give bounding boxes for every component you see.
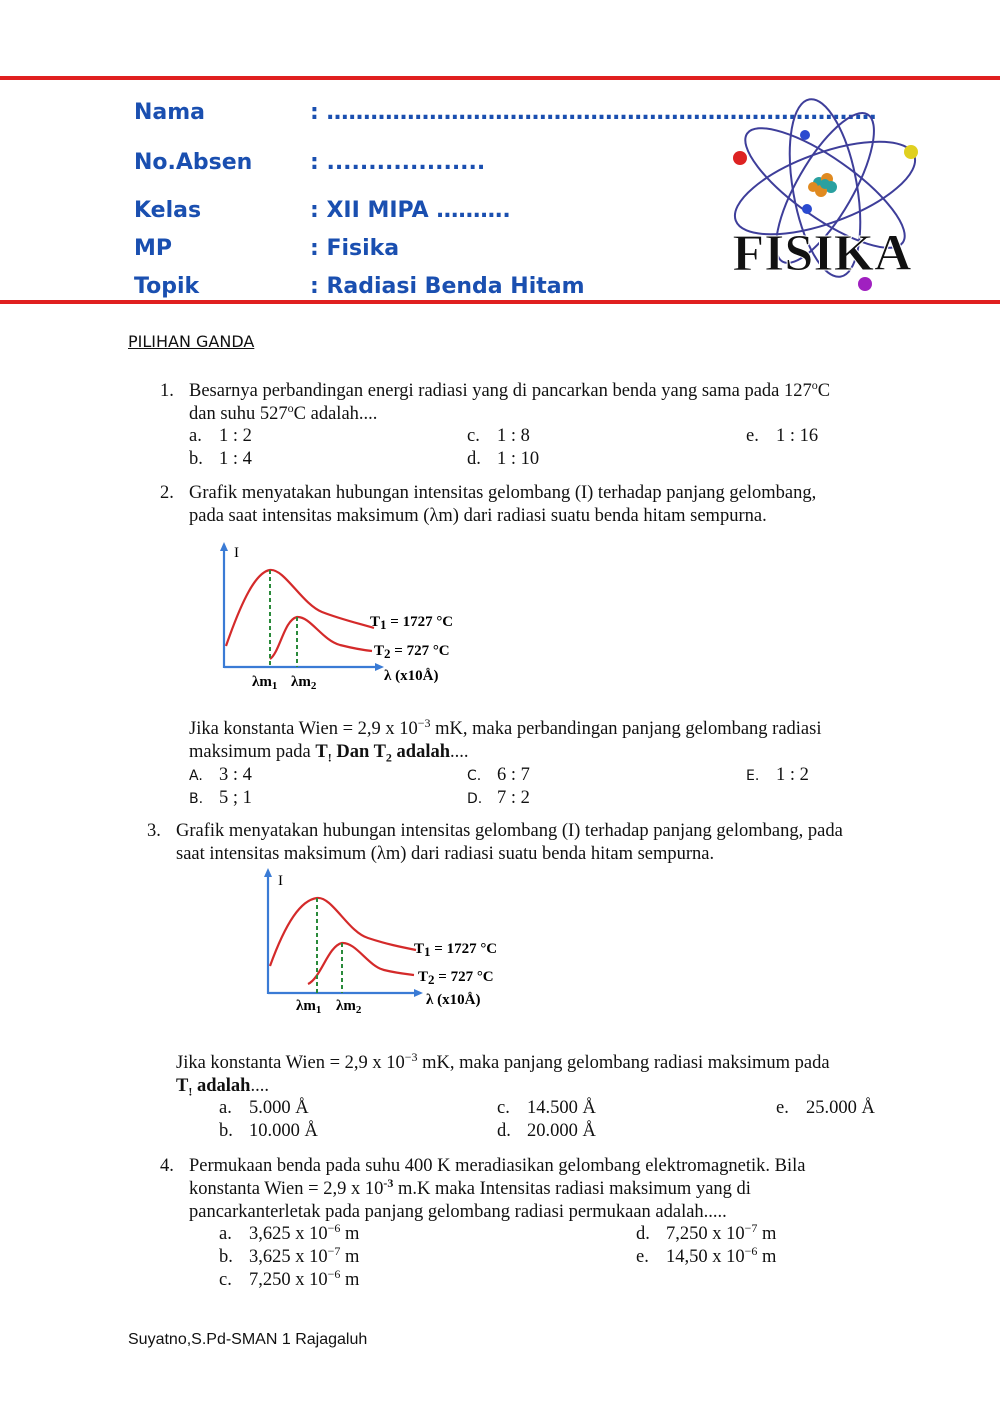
field-value: : Fisika xyxy=(310,236,400,261)
q2-option-c[interactable]: C. 6 : 7 xyxy=(467,765,530,785)
q4-option-a[interactable]: a. 3,625 x $10^{-6}$ m xyxy=(219,1220,360,1244)
field-label: Topik xyxy=(134,274,200,299)
field-value: : Radiasi Benda Hitam xyxy=(310,274,585,299)
q2-option-e[interactable]: E. 1 : 2 xyxy=(746,765,809,785)
curve-t1 xyxy=(226,570,374,646)
page-footer: Suyatno,S.Pd-SMAN 1 Rajagaluh xyxy=(128,1331,368,1348)
question-number: 1. xyxy=(160,381,174,401)
curve-t2 xyxy=(308,943,414,984)
q4-option-e[interactable]: e. 14,50 x $10^{-6}$ m xyxy=(636,1243,777,1267)
question-text: pada saat intensitas maksimum (λm) dari radiasi suatu benda hitam sempurna. xyxy=(189,506,767,526)
field-value: : ………………………………………………………………… xyxy=(310,100,877,125)
q3-option-e[interactable]: e. 25.000 Å xyxy=(776,1098,875,1118)
section-title: PILIHAN GANDA xyxy=(128,332,255,351)
q3-option-a[interactable]: a. 5.000 Å xyxy=(219,1098,309,1118)
t2-label: T2 = 727 °C xyxy=(418,969,494,987)
t2-label: T2 = 727 °C xyxy=(374,643,450,661)
question-text: saat intensitas maksimum (λm) dari radiasi suatu benda hitam sempurna. xyxy=(176,844,715,864)
question-text: maksimum pada xyxy=(189,742,316,762)
curve-t1 xyxy=(270,898,416,966)
q1-option-a[interactable]: a. 1 : 2 xyxy=(189,426,252,446)
y-axis-arrow xyxy=(264,868,272,877)
q1-option-e[interactable]: e. 1 : 16 xyxy=(746,426,819,446)
exponent: −3 xyxy=(417,715,431,730)
question-number: 4. xyxy=(160,1156,174,1176)
question-text: Jika konstanta Wien = 2,9 x 10 xyxy=(189,719,418,739)
question-text: Jika konstanta Wien = 2,9 x 10 xyxy=(176,1053,405,1073)
q3-option-d[interactable]: d. 20.000 Å xyxy=(497,1121,596,1141)
y-axis-label: I xyxy=(234,545,239,561)
t1-label: T1 = 1727 °C xyxy=(370,614,454,632)
q1-option-d[interactable]: d. 1 : 10 xyxy=(467,449,540,469)
question-text: Besarnya perbandingan energi radiasi yang di pancarkan benda yang sama pada 127 xyxy=(189,381,812,401)
field-label: No.Absen xyxy=(134,150,253,175)
field-label: Nama xyxy=(134,100,206,125)
q2-option-d[interactable]: D. 7 : 2 xyxy=(467,788,530,808)
question-text: mK, maka perbandingan panjang gelombang radiasi xyxy=(430,719,822,739)
question-text: C adalah.... xyxy=(293,404,378,424)
x-axis-arrow xyxy=(375,663,384,671)
question-text: pancarkanterletak pada panjang gelombang radiasi permukaan adalah..... xyxy=(189,1202,727,1222)
q4-option-c[interactable]: c. 7,250 x $10^{-6}$ m xyxy=(219,1266,360,1290)
question-text: C xyxy=(817,381,831,401)
q1-option-b[interactable]: b. 1 : 4 xyxy=(189,449,252,469)
q3-option-b[interactable]: b. 10.000 Å xyxy=(219,1121,318,1141)
atom-logo-icon xyxy=(725,88,920,298)
question-text: m.K maka Intensitas radiasi maksimum yang di xyxy=(393,1179,751,1199)
header-bottom-rule xyxy=(0,300,1000,304)
q2-option-a[interactable]: A. 3 : 4 xyxy=(189,765,252,785)
x-axis-arrow xyxy=(414,989,423,997)
question-number: 2. xyxy=(160,483,174,503)
question-text: Permukaan benda pada suhu 400 K meradiasikan gelombang elektromagnetik. Bila xyxy=(189,1156,806,1176)
header-top-rule xyxy=(0,76,1000,80)
y-axis-arrow xyxy=(220,542,228,551)
lambda-m2-label: $\lambda m_2$ xyxy=(291,674,317,690)
question-number: 3. xyxy=(147,821,161,841)
field-value: : ................... xyxy=(310,150,486,175)
question-text: Grafik menyatakan hubungan intensitas gelombang (I) terhadap panjang gelombang, pada xyxy=(176,821,843,841)
question-text: konstanta Wien = 2,9 x 10 xyxy=(189,1179,384,1199)
intensity-graph-2 xyxy=(256,866,526,1016)
q4-option-d[interactable]: d. 7,250 x $10^{-7}$ m xyxy=(636,1220,777,1244)
x-axis-label: λ (x10Å) xyxy=(426,992,481,1008)
field-value: : XII MIPA ………. xyxy=(310,198,511,223)
q4-option-b[interactable]: b. 3,625 x $10^{-7}$ m xyxy=(219,1243,360,1267)
degree-sup: o xyxy=(811,377,818,392)
lambda-m1-label: $\lambda m_1$ xyxy=(296,998,322,1016)
intensity-graph-1 xyxy=(212,540,482,690)
t1-label: T1 = 1727 °C xyxy=(414,941,498,959)
question-text: dan suhu 527 xyxy=(189,404,288,424)
q3-option-c[interactable]: c. 14.500 Å xyxy=(497,1098,596,1118)
lambda-m1-label: $\lambda m_1$ xyxy=(252,674,278,690)
x-axis-label: λ (x10Å) xyxy=(384,668,439,684)
q2-option-b[interactable]: B. 5 ; 1 xyxy=(189,788,252,808)
exponent: −3 xyxy=(404,1049,418,1064)
question-text: Grafik menyatakan hubungan intensitas gelombang (I) terhadap panjang gelombang, xyxy=(189,483,817,503)
question-text: mK, maka panjang gelombang radiasi maksimum pada xyxy=(417,1053,830,1073)
field-label: MP xyxy=(134,236,173,261)
field-label: Kelas xyxy=(134,198,202,223)
degree-sup: o xyxy=(287,400,294,415)
y-axis-label: I xyxy=(278,873,283,889)
q1-option-c[interactable]: c. 1 : 8 xyxy=(467,426,530,446)
logo-text: FISIKA xyxy=(732,225,912,282)
lambda-m2-label: $\lambda m_2$ xyxy=(336,998,362,1016)
